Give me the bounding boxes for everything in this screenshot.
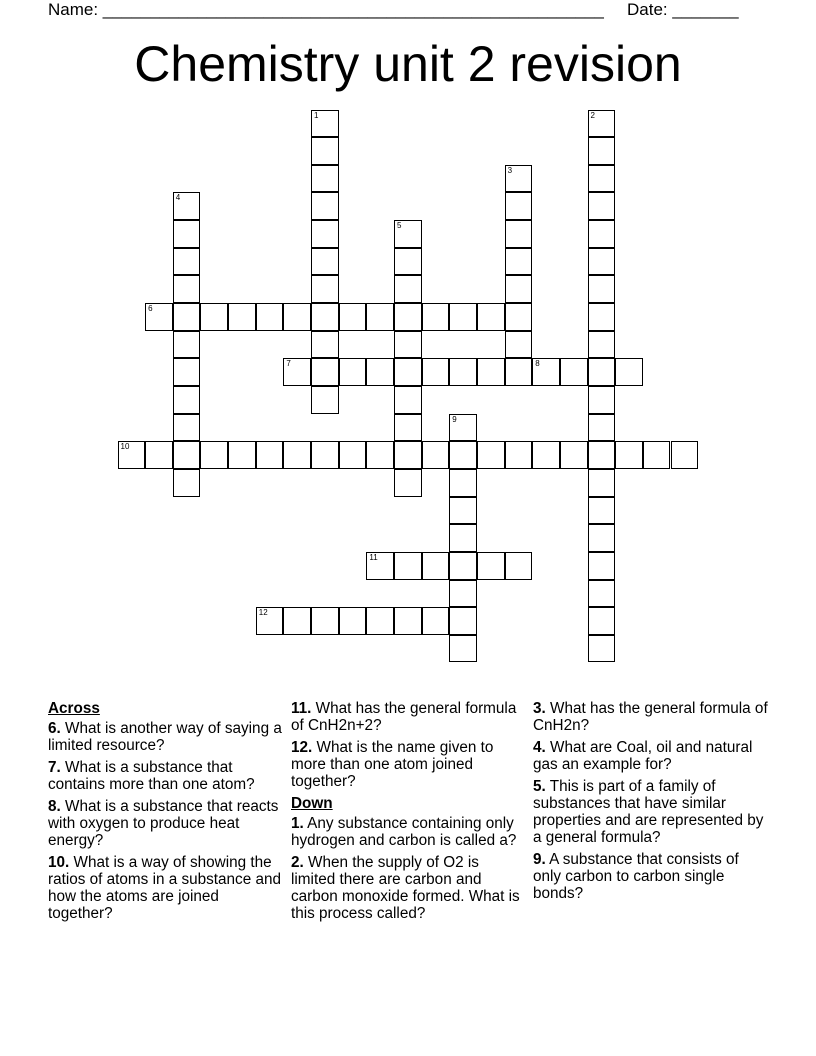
crossword-cell[interactable] bbox=[173, 386, 201, 414]
crossword-cell[interactable] bbox=[588, 137, 616, 165]
cell-number: 12 bbox=[258, 608, 268, 618]
crossword-cell[interactable] bbox=[366, 441, 394, 469]
crossword-cell[interactable] bbox=[394, 303, 422, 331]
crossword-cell[interactable] bbox=[422, 552, 450, 580]
crossword-cell[interactable] bbox=[505, 331, 533, 359]
clues-column-2 bbox=[291, 700, 526, 927]
crossword-cell[interactable] bbox=[588, 331, 616, 359]
crossword-cell[interactable] bbox=[228, 303, 256, 331]
down-clue-2 bbox=[291, 854, 526, 922]
crossword-cell[interactable] bbox=[588, 524, 616, 552]
clue-text: What is the name given to more than one atom joined together? bbox=[291, 739, 494, 790]
crossword-cell[interactable] bbox=[366, 607, 394, 635]
clue-text: What are Coal, oil and natural gas an example for? bbox=[533, 739, 753, 773]
crossword-cell[interactable] bbox=[588, 386, 616, 414]
crossword-cell[interactable] bbox=[505, 358, 533, 386]
crossword-cell[interactable] bbox=[173, 220, 201, 248]
crossword-cell[interactable] bbox=[588, 165, 616, 193]
crossword-cell[interactable] bbox=[311, 303, 339, 331]
crossword-cell[interactable] bbox=[311, 110, 339, 138]
crossword-cell[interactable] bbox=[588, 358, 616, 386]
crossword-cell[interactable] bbox=[422, 607, 450, 635]
crossword-cell[interactable] bbox=[366, 303, 394, 331]
crossword-cell[interactable] bbox=[173, 441, 201, 469]
cell-number: 3 bbox=[507, 165, 513, 175]
date-field[interactable]: Date: _______ bbox=[627, 0, 739, 19]
clue-number: 4. bbox=[533, 739, 546, 756]
across-heading: Across bbox=[48, 700, 100, 717]
crossword-cell[interactable] bbox=[173, 358, 201, 386]
crossword-cell[interactable] bbox=[256, 607, 284, 635]
clue-number: 10. bbox=[48, 854, 70, 871]
down-clue-3 bbox=[533, 700, 768, 734]
crossword-cell[interactable] bbox=[173, 248, 201, 276]
clue-number: 11. bbox=[291, 700, 312, 717]
cell-number: 5 bbox=[397, 221, 402, 231]
across-clue-12 bbox=[291, 739, 526, 790]
crossword-cell[interactable] bbox=[366, 552, 394, 580]
clue-text: When the supply of O2 is limited there are carbon and carbon monoxide formed. What is this process called? bbox=[291, 854, 520, 922]
crossword-cell[interactable] bbox=[366, 358, 394, 386]
crossword-cell[interactable] bbox=[449, 497, 477, 525]
crossword-cell[interactable] bbox=[532, 358, 560, 386]
across-clue-10 bbox=[48, 854, 283, 922]
clue-text: What has the general formula of CnH2n? bbox=[533, 700, 768, 734]
crossword-cell[interactable] bbox=[588, 635, 616, 663]
crossword-cell[interactable] bbox=[588, 192, 616, 220]
name-field[interactable]: Name: _____________________________________________________ bbox=[48, 0, 604, 19]
crossword-cell[interactable] bbox=[477, 358, 505, 386]
across-clue-8 bbox=[48, 798, 283, 849]
crossword-cell[interactable] bbox=[449, 441, 477, 469]
crossword-cell[interactable] bbox=[173, 469, 201, 497]
clues-column-1 bbox=[48, 700, 283, 927]
crossword-cell[interactable] bbox=[449, 303, 477, 331]
clue-text: This is part of a family of substances that have similar properties and are represented by a general formula? bbox=[533, 778, 764, 846]
crossword-cell[interactable] bbox=[394, 220, 422, 248]
crossword-cell[interactable] bbox=[283, 358, 311, 386]
crossword-cell[interactable] bbox=[394, 607, 422, 635]
cell-number: 11 bbox=[369, 552, 378, 562]
crossword-cell[interactable] bbox=[394, 331, 422, 359]
crossword-cell[interactable] bbox=[588, 580, 616, 608]
crossword-cell[interactable] bbox=[588, 275, 616, 303]
crossword-cell[interactable] bbox=[449, 635, 477, 663]
crossword-cell[interactable] bbox=[505, 165, 533, 193]
crossword-cell[interactable] bbox=[311, 386, 339, 414]
clue-number: 6. bbox=[48, 720, 61, 737]
crossword-cell[interactable] bbox=[311, 165, 339, 193]
clue-number: 2. bbox=[291, 854, 304, 871]
crossword-cell[interactable] bbox=[118, 441, 146, 469]
crossword-cell[interactable] bbox=[311, 192, 339, 220]
crossword-cell[interactable] bbox=[449, 607, 477, 635]
crossword-cell[interactable] bbox=[588, 469, 616, 497]
crossword-cell[interactable] bbox=[256, 303, 284, 331]
crossword-cell[interactable] bbox=[505, 552, 533, 580]
crossword-cell[interactable] bbox=[505, 248, 533, 276]
crossword-cell[interactable] bbox=[477, 303, 505, 331]
crossword-cell[interactable] bbox=[394, 358, 422, 386]
crossword-cell[interactable] bbox=[588, 497, 616, 525]
crossword-cell[interactable] bbox=[173, 414, 201, 442]
crossword-cell[interactable] bbox=[145, 441, 173, 469]
crossword-cell[interactable] bbox=[505, 441, 533, 469]
crossword-cell[interactable] bbox=[588, 248, 616, 276]
crossword-cell[interactable] bbox=[422, 358, 450, 386]
clue-text: What is a substance that contains more than one atom? bbox=[48, 759, 255, 793]
cell-number: 9 bbox=[452, 414, 457, 424]
crossword-cell[interactable] bbox=[588, 110, 616, 138]
crossword-cell[interactable] bbox=[588, 414, 616, 442]
crossword-cell[interactable] bbox=[311, 331, 339, 359]
crossword-cell[interactable] bbox=[588, 220, 616, 248]
crossword-cell[interactable] bbox=[173, 303, 201, 331]
clues-column-3 bbox=[533, 700, 768, 907]
page-title: Chemistry unit 2 revision bbox=[134, 36, 682, 92]
crossword-cell[interactable] bbox=[394, 386, 422, 414]
down-clue-4 bbox=[533, 739, 768, 773]
down-clue-5 bbox=[533, 778, 768, 846]
crossword-cell[interactable] bbox=[560, 358, 588, 386]
crossword-cell[interactable] bbox=[643, 441, 671, 469]
crossword-cell[interactable] bbox=[394, 441, 422, 469]
crossword-cell[interactable] bbox=[588, 303, 616, 331]
crossword-cell[interactable] bbox=[200, 441, 228, 469]
clue-number: 5. bbox=[533, 778, 546, 795]
crossword-cell[interactable] bbox=[505, 303, 533, 331]
cell-number: 1 bbox=[314, 110, 319, 120]
crossword-cell[interactable] bbox=[449, 580, 477, 608]
crossword-cell[interactable] bbox=[671, 441, 699, 469]
crossword-cell[interactable] bbox=[505, 220, 533, 248]
cell-number: 7 bbox=[286, 359, 291, 369]
crossword-cell[interactable] bbox=[394, 414, 422, 442]
clue-number: 8. bbox=[48, 798, 61, 815]
down-clue-1 bbox=[291, 815, 526, 849]
crossword-cell[interactable] bbox=[394, 469, 422, 497]
crossword-cell[interactable] bbox=[532, 441, 560, 469]
crossword-cell[interactable] bbox=[422, 303, 450, 331]
clue-number: 9. bbox=[533, 851, 546, 868]
crossword-cell[interactable] bbox=[283, 441, 311, 469]
clue-number: 12. bbox=[291, 739, 313, 756]
crossword-cell[interactable] bbox=[615, 441, 643, 469]
across-clue-11 bbox=[291, 700, 526, 734]
crossword-cell[interactable] bbox=[173, 331, 201, 359]
crossword-cell[interactable] bbox=[173, 275, 201, 303]
crossword-cell[interactable] bbox=[311, 137, 339, 165]
crossword-cell[interactable] bbox=[588, 441, 616, 469]
crossword-cell[interactable] bbox=[311, 248, 339, 276]
crossword-cell[interactable] bbox=[588, 607, 616, 635]
crossword-cell[interactable] bbox=[449, 358, 477, 386]
crossword-cell[interactable] bbox=[311, 358, 339, 386]
clue-number: 1. bbox=[291, 815, 304, 832]
across-clue-7 bbox=[48, 759, 283, 793]
down-clue-9 bbox=[533, 851, 768, 902]
down-heading: Down bbox=[291, 795, 333, 812]
across-clue-6 bbox=[48, 720, 283, 754]
crossword-cell[interactable] bbox=[505, 275, 533, 303]
crossword-cell[interactable] bbox=[339, 358, 367, 386]
crossword-cell[interactable] bbox=[200, 303, 228, 331]
cell-number: 4 bbox=[175, 193, 181, 203]
clue-number: 7. bbox=[48, 759, 61, 776]
crossword-cell[interactable] bbox=[311, 607, 339, 635]
crossword-cell[interactable] bbox=[394, 275, 422, 303]
cell-number: 2 bbox=[590, 110, 595, 120]
crossword-cell[interactable] bbox=[283, 303, 311, 331]
crossword-cell[interactable] bbox=[505, 192, 533, 220]
crossword-cell[interactable] bbox=[339, 441, 367, 469]
cell-number: 6 bbox=[148, 304, 153, 314]
crossword-cell[interactable] bbox=[339, 607, 367, 635]
crossword-cell[interactable] bbox=[311, 275, 339, 303]
clue-text: What is a substance that reacts with oxygen to produce heat energy? bbox=[48, 798, 279, 849]
clue-text: What is another way of saying a limited resource? bbox=[48, 720, 282, 754]
crossword-cell[interactable] bbox=[394, 552, 422, 580]
crossword-cell[interactable] bbox=[173, 192, 201, 220]
clue-text: What has the general formula of CnH2n+2? bbox=[291, 700, 517, 734]
crossword-cell[interactable] bbox=[449, 469, 477, 497]
crossword-cell[interactable] bbox=[588, 552, 616, 580]
crossword-cell[interactable] bbox=[477, 441, 505, 469]
crossword-cell[interactable] bbox=[256, 441, 284, 469]
crossword-cell[interactable] bbox=[394, 248, 422, 276]
clue-text: A substance that consists of only carbon to carbon single bonds? bbox=[533, 851, 739, 902]
crossword-cell[interactable] bbox=[283, 607, 311, 635]
clue-number: 3. bbox=[533, 700, 546, 717]
crossword-cell[interactable] bbox=[449, 552, 477, 580]
crossword-cell[interactable] bbox=[449, 524, 477, 552]
clue-text: Any substance containing only hydrogen and carbon is called a? bbox=[291, 815, 517, 849]
cell-number: 8 bbox=[535, 359, 540, 369]
clue-text: What is a way of showing the ratios of atoms in a substance and how the atoms are joined together? bbox=[48, 854, 281, 922]
crossword-cell[interactable] bbox=[615, 358, 643, 386]
crossword-cell[interactable] bbox=[228, 441, 256, 469]
crossword-cell[interactable] bbox=[311, 220, 339, 248]
crossword-cell[interactable] bbox=[449, 414, 477, 442]
crossword-cell[interactable] bbox=[422, 441, 450, 469]
crossword-cell[interactable] bbox=[477, 552, 505, 580]
crossword-cell[interactable] bbox=[145, 303, 173, 331]
cell-number: 10 bbox=[120, 442, 130, 452]
crossword-cell[interactable] bbox=[560, 441, 588, 469]
crossword-cell[interactable] bbox=[339, 303, 367, 331]
crossword-cell[interactable] bbox=[311, 441, 339, 469]
